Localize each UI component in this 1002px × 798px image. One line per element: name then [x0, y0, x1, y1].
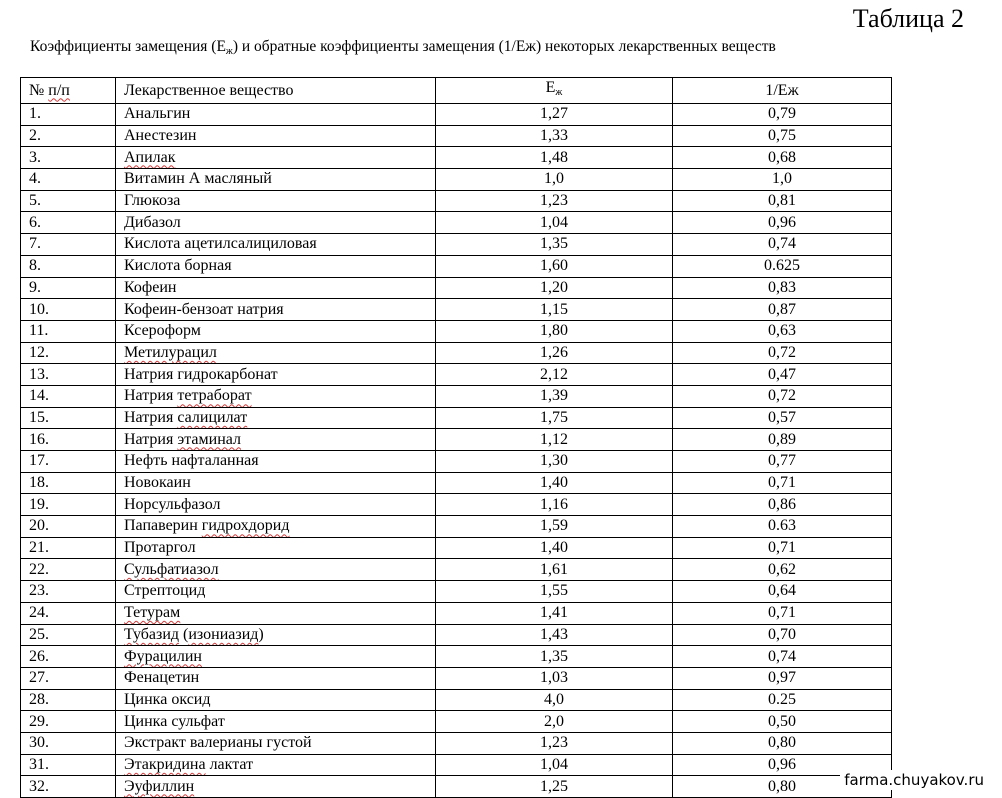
inverse-coefficient-value: 0,72: [673, 385, 892, 407]
substance-name: Норсульфазол: [116, 494, 436, 516]
coefficient-value: 1,35: [436, 646, 673, 668]
substance-name: Цинка оксид: [116, 689, 436, 711]
table-row: [21, 407, 892, 429]
coefficient-value: 1,40: [436, 472, 673, 494]
inverse-coefficient-value: 0,75: [673, 125, 892, 147]
substance-name: Анестезин: [116, 125, 436, 147]
coefficient-value: 4,0: [436, 689, 673, 711]
table-row: [21, 516, 892, 538]
inverse-coefficient-value: 0,79: [673, 104, 892, 126]
table-row: [21, 277, 892, 299]
coefficient-value: 1,75: [436, 407, 673, 429]
row-number: 20.: [21, 516, 116, 538]
substance-name: Апилак: [116, 147, 436, 169]
substance-name: Фурацилин: [116, 646, 436, 668]
substance-name: Этакридина лактат: [116, 754, 436, 776]
coefficient-value: 1,12: [436, 429, 673, 451]
table-row: [21, 494, 892, 516]
inverse-coefficient-value: 0,47: [673, 364, 892, 386]
row-number: 25.: [21, 624, 116, 646]
coefficient-value: 2,12: [436, 364, 673, 386]
substance-name: Натрия тетраборат: [116, 385, 436, 407]
substance-name: Тетурам: [116, 602, 436, 624]
inverse-coefficient-value: 0,50: [673, 711, 892, 733]
substance-name: Цинка сульфат: [116, 711, 436, 733]
inverse-coefficient-value: 0,80: [673, 776, 892, 798]
table-row: [21, 754, 892, 776]
header-coefficient-sub: ж: [555, 87, 563, 98]
row-number: 32.: [21, 776, 116, 798]
coefficient-value: 1,20: [436, 277, 673, 299]
table-row: [21, 364, 892, 386]
inverse-coefficient-value: 1,0: [673, 169, 892, 191]
inverse-coefficient-value: 0,96: [673, 754, 892, 776]
inverse-coefficient-value: 0,97: [673, 667, 892, 689]
inverse-coefficient-value: 0.63: [673, 516, 892, 538]
row-number: 27.: [21, 667, 116, 689]
coefficient-value: 1,55: [436, 581, 673, 603]
substance-name: Кофеин-бензоат натрия: [116, 299, 436, 321]
row-number: 5.: [21, 190, 116, 212]
inverse-coefficient-value: 0,70: [673, 624, 892, 646]
table-row: [21, 559, 892, 581]
substance-name: Эуфиллин: [116, 776, 436, 798]
coefficient-value: 1,23: [436, 732, 673, 754]
table-row: [21, 732, 892, 754]
coefficient-value: 1,0: [436, 169, 673, 191]
coefficient-value: 1,15: [436, 299, 673, 321]
header-coefficient: [436, 78, 673, 104]
table-row: [21, 451, 892, 473]
coefficient-value: 1,04: [436, 754, 673, 776]
coefficient-value: 1,41: [436, 602, 673, 624]
inverse-coefficient-value: 0,74: [673, 646, 892, 668]
substance-name: Натрия салицилат: [116, 407, 436, 429]
substance-name: Протаргол: [116, 537, 436, 559]
inverse-coefficient-value: 0,77: [673, 451, 892, 473]
inverse-coefficient-value: 0,80: [673, 732, 892, 754]
caption-text-start: Коэффициенты замещения (Е: [30, 38, 226, 55]
row-number: 13.: [21, 364, 116, 386]
header-number: № п/п: [21, 78, 116, 104]
row-number: 23.: [21, 581, 116, 603]
table-row: [21, 299, 892, 321]
row-number: 7.: [21, 234, 116, 256]
row-number: 11.: [21, 320, 116, 342]
inverse-coefficient-value: 0,87: [673, 299, 892, 321]
row-number: 10.: [21, 299, 116, 321]
inverse-coefficient-value: 0,89: [673, 429, 892, 451]
inverse-coefficient-value: 0,63: [673, 320, 892, 342]
coefficient-value: 1,03: [436, 667, 673, 689]
substance-name: Тубазид (изониазид): [116, 624, 436, 646]
header-substance: Лекарственное вещество: [116, 78, 436, 104]
row-number: 1.: [21, 104, 116, 126]
row-number: 26.: [21, 646, 116, 668]
table-row: [21, 581, 892, 603]
table-row: [21, 689, 892, 711]
coefficient-value: 1,35: [436, 234, 673, 256]
substance-name: Сульфатиазол: [116, 559, 436, 581]
row-number: 24.: [21, 602, 116, 624]
substance-name: Нефть нафталанная: [116, 451, 436, 473]
table-row: [21, 472, 892, 494]
site-watermark: farma.chuyakov.ru: [840, 770, 988, 790]
inverse-coefficient-value: 0,71: [673, 602, 892, 624]
substance-name: Стрептоцид: [116, 581, 436, 603]
table-row: [21, 190, 892, 212]
table-row: [21, 385, 892, 407]
table-caption: [30, 37, 776, 62]
row-number: 2.: [21, 125, 116, 147]
substance-name: Натрия этаминал: [116, 429, 436, 451]
row-number: 28.: [21, 689, 116, 711]
row-number: 16.: [21, 429, 116, 451]
row-number: 29.: [21, 711, 116, 733]
row-number: 8.: [21, 255, 116, 277]
inverse-coefficient-value: 0,64: [673, 581, 892, 603]
inverse-coefficient-value: 0,71: [673, 472, 892, 494]
table-row: [21, 646, 892, 668]
inverse-coefficient-value: 0,81: [673, 190, 892, 212]
row-number: 21.: [21, 537, 116, 559]
inverse-coefficient-value: 0,62: [673, 559, 892, 581]
row-number: 12.: [21, 342, 116, 364]
substance-name: Витамин А масляный: [116, 169, 436, 191]
table-row: [21, 537, 892, 559]
table-row: [21, 711, 892, 733]
table-row: [21, 255, 892, 277]
table-header-row: [21, 78, 892, 104]
table-row: [21, 169, 892, 191]
coefficient-value: 1,33: [436, 125, 673, 147]
table-body: [21, 104, 892, 798]
substance-name: Кофеин: [116, 277, 436, 299]
inverse-coefficient-value: 0.25: [673, 689, 892, 711]
table-row: [21, 125, 892, 147]
coefficient-value: 1,25: [436, 776, 673, 798]
substance-name: Метилурацил: [116, 342, 436, 364]
caption-subscript: ж: [225, 46, 233, 57]
substance-name: Глюкоза: [116, 190, 436, 212]
inverse-coefficient-value: 0,68: [673, 147, 892, 169]
inverse-coefficient-value: 0,86: [673, 494, 892, 516]
table-row: [21, 212, 892, 234]
inverse-coefficient-value: 0,71: [673, 537, 892, 559]
substance-name: Новокаин: [116, 472, 436, 494]
row-number: 31.: [21, 754, 116, 776]
coefficient-value: 1,27: [436, 104, 673, 126]
caption-text-end: ) и обратные коэффициенты замещения (1/Еж) некоторых лекарственных веществ: [232, 38, 776, 55]
table-row: [21, 602, 892, 624]
substance-name: Папаверин гидрохдорид: [116, 516, 436, 538]
coefficient-value: 1,23: [436, 190, 673, 212]
row-number: 4.: [21, 169, 116, 191]
coefficient-value: 1,61: [436, 559, 673, 581]
row-number: 9.: [21, 277, 116, 299]
substance-name: Фенацетин: [116, 667, 436, 689]
row-number: 19.: [21, 494, 116, 516]
coefficient-value: 1,30: [436, 451, 673, 473]
table-row: [21, 667, 892, 689]
table-row: [21, 776, 892, 798]
inverse-coefficient-value: 0,57: [673, 407, 892, 429]
row-number: 17.: [21, 451, 116, 473]
substance-name: Экстракт валерианы густой: [116, 732, 436, 754]
table-row: [21, 320, 892, 342]
substance-name: Кислота борная: [116, 255, 436, 277]
coefficient-value: 1,16: [436, 494, 673, 516]
row-number: 18.: [21, 472, 116, 494]
substance-name: Анальгин: [116, 104, 436, 126]
table-number-label: Таблица 2: [852, 4, 964, 33]
coefficient-value: 1,39: [436, 385, 673, 407]
row-number: 22.: [21, 559, 116, 581]
header-coefficient-main: Е: [545, 79, 556, 96]
table-row: [21, 104, 892, 126]
substance-name: Дибазол: [116, 212, 436, 234]
coefficient-value: 1,48: [436, 147, 673, 169]
substances-table: [20, 77, 892, 798]
table-row: [21, 624, 892, 646]
table-row: [21, 147, 892, 169]
coefficient-value: 1,59: [436, 516, 673, 538]
substance-name: Ксероформ: [116, 320, 436, 342]
coefficient-value: 1,60: [436, 255, 673, 277]
inverse-coefficient-value: 0,83: [673, 277, 892, 299]
inverse-coefficient-value: 0.625: [673, 255, 892, 277]
coefficient-value: 1,43: [436, 624, 673, 646]
row-number: 14.: [21, 385, 116, 407]
coefficient-value: 1,80: [436, 320, 673, 342]
table-row: [21, 429, 892, 451]
header-inverse-coefficient: 1/Еж: [673, 78, 892, 104]
row-number: 15.: [21, 407, 116, 429]
inverse-coefficient-value: 0,96: [673, 212, 892, 234]
inverse-coefficient-value: 0,74: [673, 234, 892, 256]
coefficient-value: 2,0: [436, 711, 673, 733]
coefficient-value: 1,26: [436, 342, 673, 364]
inverse-coefficient-value: 0,72: [673, 342, 892, 364]
coefficient-value: 1,40: [436, 537, 673, 559]
table-row: [21, 342, 892, 364]
coefficient-value: 1,04: [436, 212, 673, 234]
substance-name: Кислота ацетилсалициловая: [116, 234, 436, 256]
table-row: [21, 234, 892, 256]
row-number: 30.: [21, 732, 116, 754]
row-number: 3.: [21, 147, 116, 169]
row-number: 6.: [21, 212, 116, 234]
substance-name: Натрия гидрокарбонат: [116, 364, 436, 386]
